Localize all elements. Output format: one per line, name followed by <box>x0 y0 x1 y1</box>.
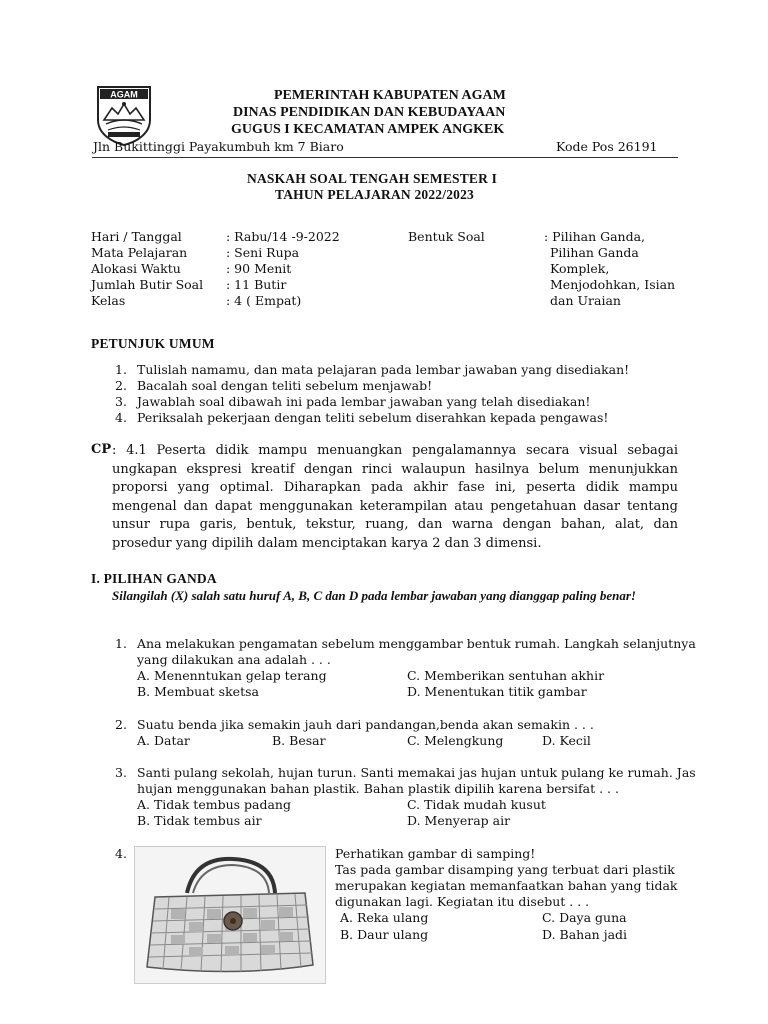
woven-bag-image <box>134 846 326 984</box>
info-value: : Seni Rupa <box>226 245 300 260</box>
bentuk-soal-value: : Pilihan Ganda, <box>544 229 646 244</box>
question-number: 2. <box>115 717 127 732</box>
option-b: B. Besar <box>272 733 326 748</box>
option-d: D. Bahan jadi <box>542 927 628 942</box>
question-text: Perhatikan gambar di samping! <box>335 846 536 861</box>
bentuk-soal-value: dan Uraian <box>550 293 621 308</box>
info-label: Hari / Tanggal <box>91 229 182 244</box>
question-number: 4. <box>115 846 127 861</box>
header-line-1: PEMERINTAH KABUPATEN AGAM <box>274 88 506 103</box>
option-c: C. Tidak mudah kusut <box>407 797 546 812</box>
option-c: C. Melengkung <box>407 733 504 748</box>
question-text: digunakan lagi. Kegiatan itu disebut . . . <box>335 894 590 909</box>
bentuk-soal-label: Bentuk Soal <box>408 229 485 244</box>
header-rule <box>92 157 678 158</box>
list-item-number: 1. <box>115 362 127 377</box>
option-a: A. Menenntukan gelap terang <box>137 668 327 683</box>
header-line-3: GUGUS I KECAMATAN AMPEK ANGKEK <box>231 122 505 137</box>
bentuk-soal-value: Pilihan Ganda <box>550 245 639 260</box>
list-item: Bacalah soal dengan teliti sebelum menjawab! <box>137 378 433 393</box>
cp-text <box>112 442 678 554</box>
header-line-2: DINAS PENDIDIKAN DAN KEBUDAYAAN <box>233 105 506 120</box>
question-text: Santi pulang sekolah, hujan turun. Santi memakai jas hujan untuk pulang ke rumah. Jas <box>137 765 696 780</box>
bentuk-soal-value: Komplek, <box>550 261 610 276</box>
list-item-number: 4. <box>115 410 127 425</box>
list-item: Periksalah pekerjaan dengan teliti sebelum diserahkan kepada pengawas! <box>137 410 609 425</box>
list-item-number: 3. <box>115 394 127 409</box>
option-b: B. Membuat sketsa <box>137 684 259 699</box>
option-b: B. Tidak tembus air <box>137 813 262 828</box>
question-number: 1. <box>115 636 127 651</box>
logo-text: AGAM <box>110 89 138 100</box>
question-text: Tas pada gambar disamping yang terbuat dari plastik <box>335 862 675 877</box>
option-d: D. Menyerap air <box>407 813 511 828</box>
title-line-1: NASKAH SOAL TENGAH SEMESTER I <box>247 171 498 186</box>
question-text: merupakan kegiatan memanfaatkan bahan yang tidak <box>335 878 678 893</box>
list-item-number: 2. <box>115 378 127 393</box>
info-label: Alokasi Waktu <box>91 261 181 276</box>
info-label: Kelas <box>91 293 126 308</box>
cp-body: : 4.1 Peserta didik mampu menuangkan pengalamannya secara visual sebagai ungkapan ekspresi kreatif dengan rinci walaupun hasilnya belum menunjukkan proporsi yang optimal. Diharapkan pada akhir fase ini, peserta didik mampu mengenal dan dapat menggunakan keterampilan atau pengetahuan dasar tentang unsur rupa garis, bentuk, tekstur, ruang, dan warna dengan bahan, alat, dan prosedur yang dipilih dalam menciptakan karya 2 dan 3 dimensi. <box>112 443 678 551</box>
section-1-instruction: Silangilah (X) salah satu huruf A, B, C dan D pada lembar jawaban yang dianggap paling benar! <box>112 588 636 603</box>
section-1-heading: I. PILIHAN GANDA <box>91 571 217 586</box>
info-value: : 90 Menit <box>226 261 292 276</box>
question-number: 3. <box>115 765 127 780</box>
info-label: Jumlah Butir Soal <box>91 277 204 292</box>
option-b: B. Daur ulang <box>340 927 429 942</box>
list-item: Tulislah namamu, dan mata pelajaran pada lembar jawaban yang disediakan! <box>137 362 630 377</box>
question-text: yang dilakukan ana adalah . . . <box>137 652 331 667</box>
option-c: C. Memberikan sentuhan akhir <box>407 668 605 683</box>
agam-logo <box>94 84 154 146</box>
question-text: Ana melakukan pengamatan sebelum menggambar bentuk rumah. Langkah selanjutnya <box>137 636 696 651</box>
header-address: Jln Bukittinggi Payakumbuh km 7 Biaro <box>93 139 344 154</box>
option-a: A. Reka ulang <box>340 910 429 925</box>
header-postcode: Kode Pos 26191 <box>556 139 658 154</box>
info-value: : 11 Butir <box>226 277 287 292</box>
bentuk-soal-value: Menjodohkan, Isian <box>550 277 676 292</box>
option-d: D. Kecil <box>542 733 591 748</box>
option-c: C. Daya guna <box>542 910 627 925</box>
info-label: Mata Pelajaran <box>91 245 188 260</box>
question-text: Suatu benda jika semakin jauh dari pandangan,benda akan semakin . . . <box>137 717 594 732</box>
info-value: : Rabu/14 -9-2022 <box>226 229 340 244</box>
info-value: : 4 ( Empat) <box>226 293 302 308</box>
cp-label: CP <box>91 442 112 457</box>
list-item: Jawablah soal dibawah ini pada lembar jawaban yang telah disediakan! <box>137 394 591 409</box>
petunjuk-heading: PETUNJUK UMUM <box>91 336 215 351</box>
title-line-2: TAHUN PELAJARAN 2022/2023 <box>275 187 475 202</box>
question-text: hujan menggunakan bahan plastik. Bahan plastik dipilih karena bersifat . . . <box>137 781 619 796</box>
option-d: D. Menentukan titik gambar <box>407 684 587 699</box>
option-a: A. Datar <box>137 733 190 748</box>
option-a: A. Tidak tembus padang <box>137 797 291 812</box>
